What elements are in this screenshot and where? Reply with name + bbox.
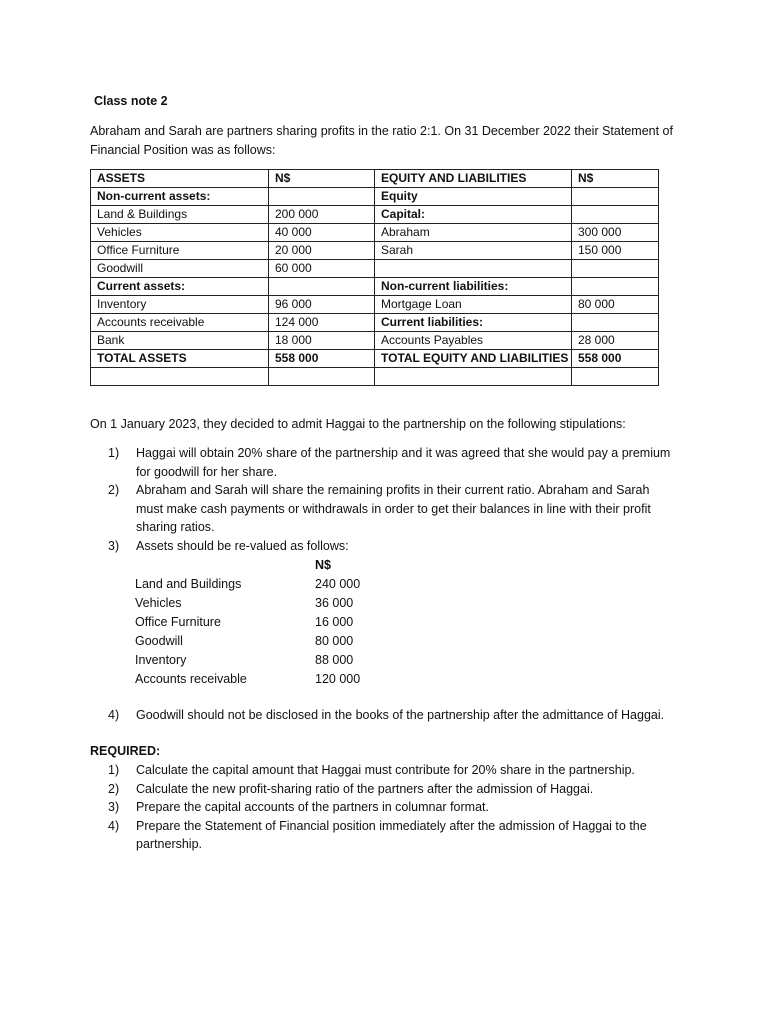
revaluation-amount: 240 000 (315, 577, 361, 591)
table-cell: 200 000 (269, 206, 375, 224)
table-cell (269, 368, 375, 386)
list-number: 1) (108, 446, 120, 460)
table-cell: Current assets: (91, 278, 269, 296)
table-cell: Vehicles (91, 224, 269, 242)
revaluation-row (135, 575, 435, 594)
list-item (108, 780, 678, 799)
revaluation-label: Vehicles (135, 596, 182, 610)
table-cell: ASSETS (91, 170, 269, 188)
revaluation-label: Goodwill (135, 634, 183, 648)
table-cell: Current liabilities: (375, 314, 572, 332)
statement-of-financial-position-table (90, 169, 659, 386)
required-heading: REQUIRED: (90, 744, 161, 758)
table-cell (375, 260, 572, 278)
table-cell (572, 314, 659, 332)
table-cell: Abraham (375, 224, 572, 242)
required-list (108, 761, 678, 854)
list-item (108, 537, 678, 556)
list-text: Haggai will obtain 20% share of the partnership and it was agreed that she would pay a premium for goodwill for her share. (136, 446, 671, 479)
table-cell: 96 000 (269, 296, 375, 314)
table-row (91, 224, 659, 242)
revaluation-row (135, 632, 435, 651)
table-row (91, 314, 659, 332)
table-cell: 28 000 (572, 332, 659, 350)
table-row (91, 296, 659, 314)
list-text: Calculate the capital amount that Haggai must contribute for 20% share in the partnership. (136, 763, 635, 777)
list-text: Abraham and Sarah will share the remaining profits in their current ratio. Abraham and Sarah must make cash payments or withdrawals in order to get their balances in line with their profit sharing ratios. (136, 483, 651, 534)
table-cell: 40 000 (269, 224, 375, 242)
table-row (91, 350, 659, 368)
revaluation-amount: 80 000 (315, 634, 354, 648)
admission-paragraph: On 1 January 2023, they decided to admit Haggai to the partnership on the following stipulations: (90, 417, 626, 431)
list-item (108, 444, 678, 481)
revaluation-row (135, 651, 435, 670)
table-cell: 300 000 (572, 224, 659, 242)
revaluation-amount: 88 000 (315, 653, 354, 667)
list-number: 1) (108, 763, 120, 777)
table-row (91, 188, 659, 206)
revaluation-label: Accounts receivable (135, 672, 247, 686)
list-item (108, 761, 678, 780)
table-cell: 124 000 (269, 314, 375, 332)
table-row (91, 260, 659, 278)
table-cell: Land & Buildings (91, 206, 269, 224)
table-cell (572, 368, 659, 386)
revaluation-label: Inventory (135, 653, 187, 667)
list-number: 2) (108, 483, 120, 497)
table-row (91, 242, 659, 260)
table-cell: Accounts Payables (375, 332, 572, 350)
table-cell: TOTAL EQUITY AND LIABILITIES (375, 350, 572, 368)
stipulations-list (108, 444, 678, 555)
intro-paragraph: Abraham and Sarah are partners sharing profits in the ratio 2:1. On 31 December 2022 their Statement of Financial Position was as follows: (90, 124, 673, 157)
table-row (91, 278, 659, 296)
table-cell: Bank (91, 332, 269, 350)
table-cell: EQUITY AND LIABILITIES (375, 170, 572, 188)
list-text: Calculate the new profit-sharing ratio of the partners after the admission of Haggai. (136, 781, 594, 796)
list-text: Goodwill should not be disclosed in the books of the partnership after the admittance of Haggai. (136, 708, 665, 722)
table-cell: Office Furniture (91, 242, 269, 260)
table-cell: 558 000 (269, 350, 375, 368)
list-number: 3) (108, 800, 120, 814)
table-cell: Mortgage Loan (375, 296, 572, 314)
table-cell: Equity (375, 188, 572, 206)
table-cell (269, 188, 375, 206)
table-cell: 80 000 (572, 296, 659, 314)
table-cell: 60 000 (269, 260, 375, 278)
table-cell: 558 000 (572, 350, 659, 368)
list-text: Prepare the Statement of Financial position immediately after the admission of Haggai to the partnership. (136, 818, 647, 851)
table-cell (91, 368, 269, 386)
revaluation-currency-header: N$ (315, 558, 331, 572)
table-cell: 18 000 (269, 332, 375, 350)
table-cell: Sarah (375, 242, 572, 260)
table-cell: Non-current assets: (91, 188, 269, 206)
list-number: 4) (108, 708, 120, 722)
table-cell: Goodwill (91, 260, 269, 278)
list-text: Prepare the capital accounts of the partners in columnar format. (136, 800, 489, 814)
page-title: Class note 2 (94, 94, 168, 108)
table-row (91, 170, 659, 188)
list-item (108, 798, 678, 817)
revaluation-row (135, 613, 435, 632)
table-cell (572, 206, 659, 224)
table-cell: N$ (269, 170, 375, 188)
table-cell: Accounts receivable (91, 314, 269, 332)
revaluation-amount: 120 000 (315, 672, 361, 686)
list-item (108, 481, 678, 537)
table-cell: Inventory (91, 296, 269, 314)
table-row (91, 332, 659, 350)
list-item (108, 817, 678, 854)
table-cell (269, 278, 375, 296)
list-number: 3) (108, 538, 120, 553)
revaluation-row (135, 670, 435, 689)
table-cell: TOTAL ASSETS (91, 350, 269, 368)
revaluation-label: Land and Buildings (135, 577, 242, 591)
table-cell (572, 260, 659, 278)
revaluation-label: Office Furniture (135, 615, 221, 629)
table-row (91, 368, 659, 386)
revaluation-row (135, 594, 435, 613)
list-number: 4) (108, 818, 120, 833)
revaluation-table (135, 556, 435, 689)
table-cell: Non-current liabilities: (375, 278, 572, 296)
table-cell: N$ (572, 170, 659, 188)
table-cell (572, 278, 659, 296)
table-cell (572, 188, 659, 206)
table-cell: Capital: (375, 206, 572, 224)
list-number: 2) (108, 781, 120, 796)
table-cell: 20 000 (269, 242, 375, 260)
table-cell: 150 000 (572, 242, 659, 260)
revaluation-amount: 36 000 (315, 596, 354, 610)
table-cell (375, 368, 572, 386)
revaluation-amount: 16 000 (315, 615, 354, 629)
list-text: Assets should be re-valued as follows: (136, 538, 349, 553)
table-row (91, 206, 659, 224)
